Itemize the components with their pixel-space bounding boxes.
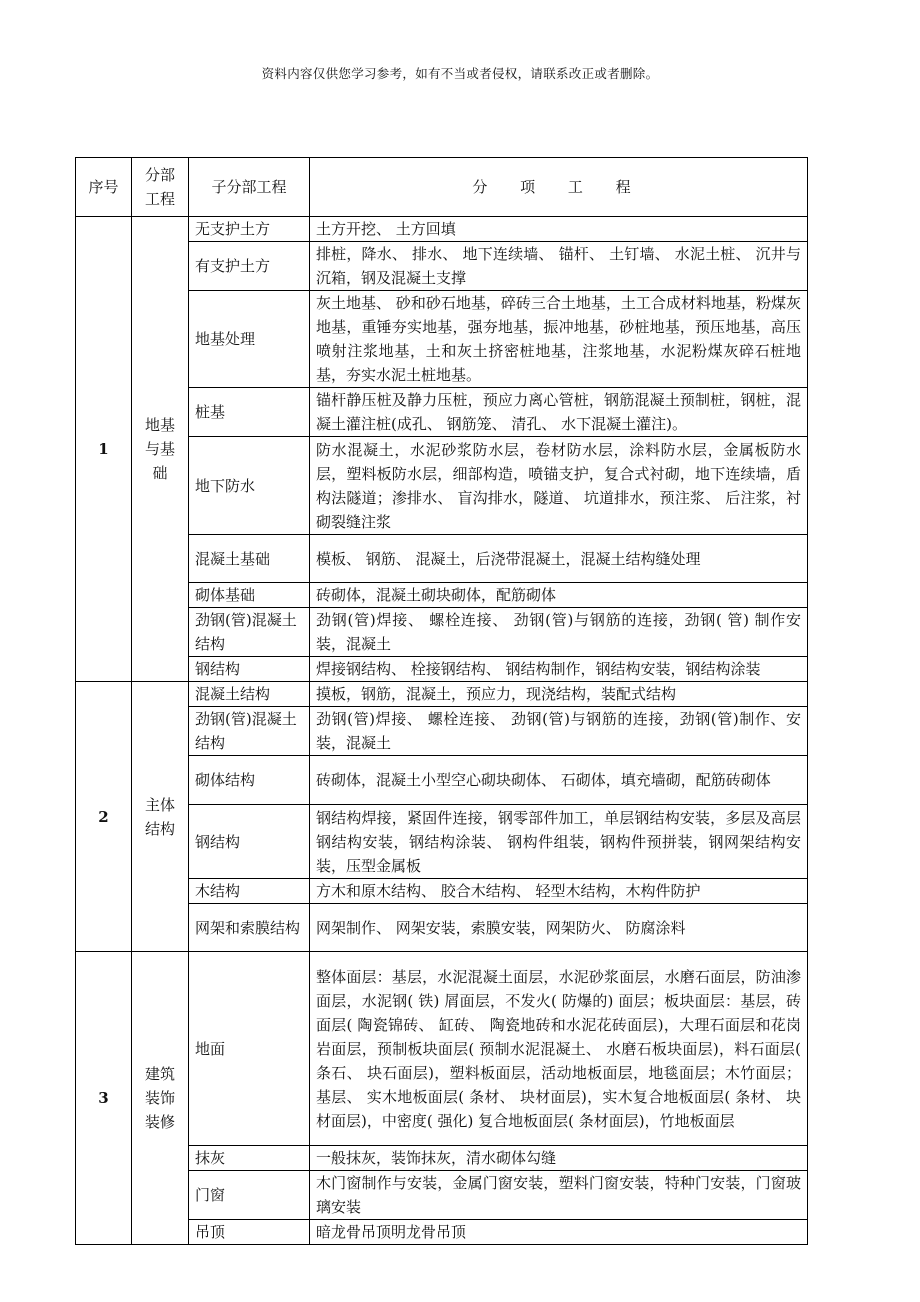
subdivision-name: 混凝土结构 bbox=[189, 682, 310, 707]
subdivision-name: 地基处理 bbox=[189, 291, 310, 388]
subdivision-name: 地面 bbox=[189, 952, 310, 1146]
item-list: 摸板，钢筋，混凝土，预应力，现浇结构，装配式结构 bbox=[310, 682, 808, 707]
subdivision-name: 劲钢(管)混凝土结构 bbox=[189, 707, 310, 756]
item-list: 整体面层：基层，水泥混凝土面层，水泥砂浆面层，水磨石面层，防油渗面层，水泥钢( 铁) 屑面层，不发火( 防爆的) 面层；板块面层：基层，砖面层( 陶瓷锦砖、 缸砖、 陶瓷地砖和水泥花砖面层)，大理石面层和花岗岩面层，预制板块面层( 预制水泥混凝土、 水磨石板块面层)，料石面层( 条石、 块石面层)，塑料板面层，活动地板面层，地毯面层；木竹面层；基层、 实木地板面层( 条材、 块材面层)，实木复合地板面层( 条材、 块材面层)，中密度( 强化) 复合地板面层( 条材面层)，竹地板面层 bbox=[310, 952, 808, 1146]
header-items: 分 项 工 程 bbox=[310, 158, 808, 217]
item-list: 模板、 钢筋、 混凝土，后浇带混凝土，混凝土结构缝处理 bbox=[310, 535, 808, 583]
table-header-row bbox=[76, 158, 808, 217]
table-row bbox=[76, 682, 808, 707]
group-seq-number: 2 bbox=[76, 682, 132, 952]
item-list: 方木和原木结构、 胶合木结构、 轻型木结构，木构件防护 bbox=[310, 879, 808, 904]
item-list: 一般抹灰，装饰抹灰，清水砌体勾缝 bbox=[310, 1146, 808, 1171]
item-list: 劲钢(管)焊接、 螺栓连接、 劲钢(管)与钢筋的连接，劲钢( 管) 制作安装，混凝土 bbox=[310, 608, 808, 657]
group-seq-number: 1 bbox=[76, 217, 132, 682]
item-list: 网架制作、 网架安装，索膜安装，网架防火、 防腐涂料 bbox=[310, 904, 808, 952]
project-division-table bbox=[75, 157, 808, 1245]
item-list: 砖砌体，混凝土小型空心砌块砌体、 石砌体，填充墙砌，配筋砖砌体 bbox=[310, 756, 808, 805]
item-list: 砖砌体，混凝土砌块砌体，配筋砌体 bbox=[310, 583, 808, 608]
division-name: 主体结构 bbox=[132, 682, 189, 952]
subdivision-name: 砌体结构 bbox=[189, 756, 310, 805]
group-seq-number: 3 bbox=[76, 952, 132, 1245]
item-list: 劲钢(管)焊接、 螺栓连接、 劲钢(管)与钢筋的连接，劲钢(管)制作、安装，混凝土 bbox=[310, 707, 808, 756]
subdivision-name: 地下防水 bbox=[189, 437, 310, 535]
table-row bbox=[76, 952, 808, 1146]
subdivision-name: 抹灰 bbox=[189, 1146, 310, 1171]
table-row bbox=[76, 217, 808, 242]
item-list: 防水混凝土，水泥砂浆防水层，卷材防水层，涂料防水层，金属板防水层，塑料板防水层，细部构造，喷锚支护，复合式衬砌，地下连续墙，盾构法隧道；渗排水、 盲沟排水，隧道、 坑道排水，预注浆、 后注浆，衬砌裂缝注浆 bbox=[310, 437, 808, 535]
item-list: 灰土地基、 砂和砂石地基，碎砖三合土地基，土工合成材料地基，粉煤灰地基，重锤夯实地基，强夯地基，振冲地基，砂桩地基，预压地基，高压喷射注浆地基，土和灰土挤密桩地基，注浆地基，水泥粉煤灰碎石桩地基，夯实水泥土桩地基。 bbox=[310, 291, 808, 388]
item-list: 暗龙骨吊顶明龙骨吊顶 bbox=[310, 1220, 808, 1245]
subdivision-name: 钢结构 bbox=[189, 657, 310, 682]
subdivision-name: 网架和索膜结构 bbox=[189, 904, 310, 952]
subdivision-name: 桩基 bbox=[189, 388, 310, 437]
header-division: 分部工程 bbox=[132, 158, 189, 217]
division-name: 建筑装饰装修 bbox=[132, 952, 189, 1245]
subdivision-name: 混凝土基础 bbox=[189, 535, 310, 583]
subdivision-name: 木结构 bbox=[189, 879, 310, 904]
item-list: 焊接钢结构、 栓接钢结构、 钢结构制作，钢结构安装，钢结构涂装 bbox=[310, 657, 808, 682]
item-list: 钢结构焊接，紧固件连接，钢零部件加工，单层钢结构安装，多层及高层钢结构安装，钢结构涂装、 钢构件组装，钢构件预拼装，钢网架结构安装，压型金属板 bbox=[310, 805, 808, 879]
subdivision-name: 钢结构 bbox=[189, 805, 310, 879]
header-seq: 序号 bbox=[76, 158, 132, 217]
item-list: 土方开挖、 土方回填 bbox=[310, 217, 808, 242]
subdivision-name: 砌体基础 bbox=[189, 583, 310, 608]
subdivision-name: 吊顶 bbox=[189, 1220, 310, 1245]
subdivision-name: 无支护土方 bbox=[189, 217, 310, 242]
item-list: 锚杆静压桩及静力压桩，预应力离心管桩，钢筋混凝土预制桩，钢桩，混凝土灌注桩(成孔、 钢筋笼、 清孔、 水下混凝土灌注)。 bbox=[310, 388, 808, 437]
subdivision-name: 门窗 bbox=[189, 1171, 310, 1220]
item-list: 木门窗制作与安装，金属门窗安装，塑料门窗安装，特种门安装，门窗玻璃安装 bbox=[310, 1171, 808, 1220]
header-subdivision: 子分部工程 bbox=[189, 158, 310, 217]
item-list: 排桩，降水、 排水、 地下连续墙、 锚杆、 土钉墙、 水泥土桩、 沉井与沉箱，钢及混凝土支撑 bbox=[310, 242, 808, 291]
subdivision-name: 有支护土方 bbox=[189, 242, 310, 291]
subdivision-name: 劲钢(管)混凝土结构 bbox=[189, 608, 310, 657]
division-name: 地基与基础 bbox=[132, 217, 189, 682]
page-header-note: 资料内容仅供您学习参考，如有不当或者侵权，请联系改正或者删除。 bbox=[261, 66, 659, 81]
